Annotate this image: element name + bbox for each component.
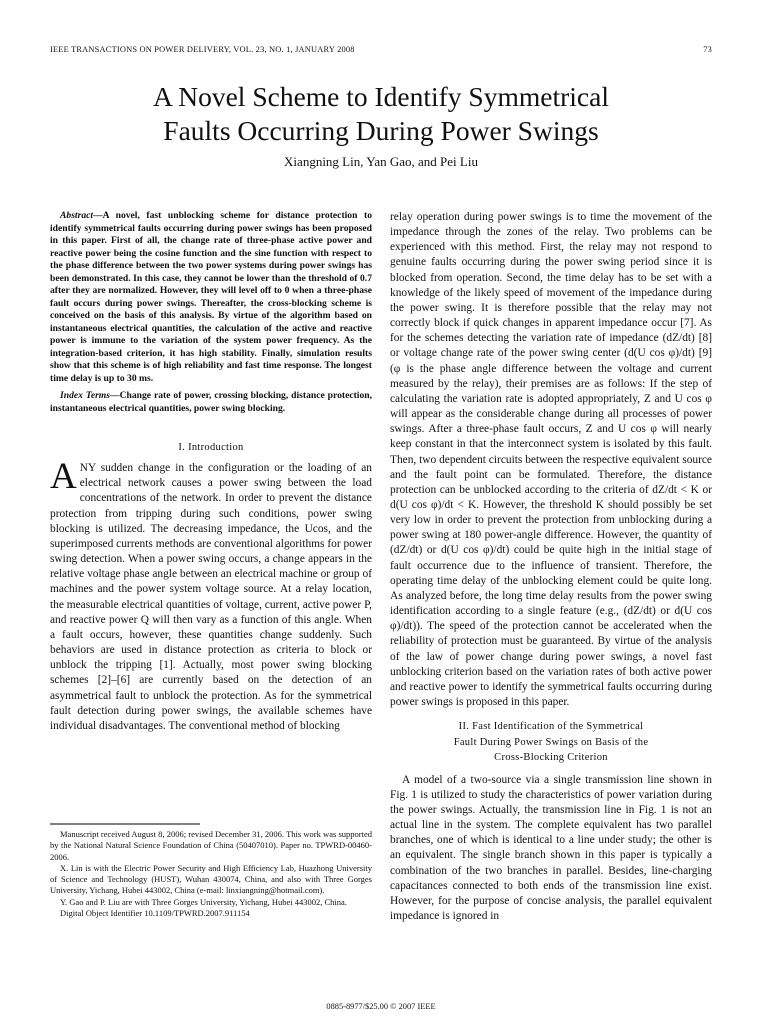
footnote-author-lin: X. Lin is with the Electric Power Security and High Efficiency Lab, Huazhong University of Science and Technology (HUST), Wuhan 430074, China, and also with Three Gorges University, Yichang, Hubei 443002, China (e-mail: linxiangning@hotmail.com). bbox=[50, 862, 372, 896]
left-column bbox=[50, 210, 372, 734]
section-2-line-1: II. Fast Identification of the Symmetrical bbox=[458, 721, 644, 733]
section-2-line-2: Fault During Power Swings on Basis of the bbox=[453, 736, 649, 748]
footnote-manuscript: Manuscript received August 8, 2006; revised December 31, 2006. This work was supported by the National Natural Science Foundation of China (50407010). Paper no. TPWRD-00460-2006. bbox=[50, 829, 372, 862]
footnote-rule bbox=[50, 823, 372, 825]
drop-cap: A bbox=[50, 456, 77, 498]
authors: Xiangning Lin, Yan Gao, and Pei Liu bbox=[284, 154, 478, 169]
journal-header: IEEE TRANSACTIONS ON POWER DELIVERY, VOL. 23, NO. 1, JANUARY 2008 bbox=[50, 45, 355, 54]
section-2-line-3: Cross-Blocking Criterion bbox=[494, 752, 608, 764]
paper-title bbox=[50, 80, 712, 148]
index-terms bbox=[50, 390, 372, 415]
title-line-1: A Novel Scheme to Identify Symmetrical bbox=[153, 81, 609, 112]
section-heading-2 bbox=[390, 719, 712, 766]
index-terms-text: —Change rate of power, crossing blocking, distance protection, instantaneous electrical quantities, power swing blocking. bbox=[50, 390, 372, 414]
running-header bbox=[50, 45, 712, 54]
introduction-text: NY sudden change in the configuration or the loading of an electrical network causes a power swing between the load concentrations of the network. In order to prevent the distance protection from tripping during such conditions, power swing blocking is utilized. The decreasing impedance, the Ucos, and the superimposed currents methods are conventional algorithms for power swing detection. When a power swing occurs, a change appears in the relative voltage phase angle between an electrical machine or group of machines and the power system voltage source. At a relay location, the measurable electrical quantities of voltage, current, active power P, and reactive power Q will then vary as a function of this angle. When a fault occurs, however, these quantities change suddenly. Such behaviors are used in distance protection as criteria to block or unblock the tripping [1]. Actually, most power swing blocking schemes [2]–[6] are currently based on the detection of an asymmetrical fault to unblock the protection. As for the symmetrical fault detection during power swings, the available schemes have individual disadvantages. The conventional method of blocking bbox=[50, 462, 372, 732]
footnote-doi: Digital Object Identifier 10.1109/TPWRD.2007.911154 bbox=[60, 908, 250, 919]
introduction-paragraph bbox=[50, 456, 372, 734]
right-column bbox=[390, 210, 712, 924]
title-line-2: Faults Occurring During Power Swings bbox=[163, 115, 599, 146]
section-heading-introduction: I. Introduction bbox=[178, 442, 244, 453]
footnotes bbox=[50, 829, 372, 919]
page-number: 73 bbox=[703, 45, 712, 54]
copyright-footer: 0885-8977/$25.00 © 2007 IEEE bbox=[326, 1002, 436, 1011]
abstract-text: —A novel, fast unblocking scheme for distance protection to identify symmetrical faults occurring during power swings has been proposed in this paper. First of all, the change rate of three-phase active power and reactive power being the cosine function and the sine function with respect to the phase difference between the two power systems during power swings has been demonstrated. In this case, they cannot be lower than the threshold of 0.7 after they are normalized. However, they will level off to 0 when a three-phase fault occurs during power swings. Thereafter, the cross-blocking scheme is conceived on the basis of this analysis. By virtue of the algorithm based on instantaneous electrical quantities, the calculation of the active and reactive power is immune to the variation of the system power frequency. As the integration-based criterion, it has high stability. Finally, simulation results show that this scheme is of high reliability and fast time response. The longest time delay is up to 30 ms. bbox=[50, 210, 372, 384]
abstract bbox=[50, 210, 372, 385]
index-terms-label: Index Terms bbox=[60, 390, 111, 401]
footnote-authors-gao-liu: Y. Gao and P. Liu are with Three Gorges University, Yichang, Hubei 443002, China. bbox=[60, 896, 347, 907]
right-paragraph-2: A model of a two-source via a single transmission line shown in Fig. 1 is utilized to study the characteristics of power variation during the power swings. Actually, the transmission line in Fig. 1 is not an actual line in the system. The complete equivalent has two parallel branches, one of which is identical to a line under study; the other is an equivalent. The single branch shown in this paper is typically a combination of the two branches in parallel. Besides, line-charging capacitances connected to both ends of the transmission line exist. However, for the purpose of concise analysis, the parallel equivalent impedance is ignored in bbox=[390, 773, 712, 923]
right-paragraph-1: relay operation during power swings is to time the movement of the impedance through the zones of the relay. Two problems can be experienced with this method. First, the relay may not respond to genuine faults occurring during the power swing period since it is blocked from operation. Second, the time delay has to be set with a knowledge of the likely speed of movement of the impedance during the power swing. It is therefore possible that the relay may not correctly block if quick changes in apparent impedance occur [7]. As for the schemes detecting the variation rate of impedance (dZ/dt) [8] or voltage change rate of the power swing center (d(U cos φ)/dt) [9] (φ is the phase angle difference between the voltage and current measured by the relay), their premises are as follows: If the step of calculating the variation rate is adopted appropriately, Z and U cos φ will appear as the considerable change during all processes of power swings. After a three-phase fault occurs, Z and U cos φ will nearly keep constant in that the interconnect system is isolated by this fault. Then, two dependent circuits between the respective equivalent source and the fault point can be formulated. Therefore, the distance protection can be unblocked according to the criteria of dZ/dt < K or d(U cos φ)/dt < K. However, the threshold K should possibly be set very low in order to prevent the protection from unblocking during a power swing at 180 power-angle difference. However, the quantity of (dZ/dt) or d(U cos φ)/dt) could be quite high in the initial stage of fault occurrence due to the influence of transient. Therefore, the operating time delay of the unblocking element could be quite long. As analyzed before, the long time delay results from the power swing identification according to a single feature (e.g., (dZ/dt) or d(U cos φ)/dt)). The speed of the protection cannot be accelerated when the reliability of protection must be guaranteed. By virtue of the analysis of the law of power change during power swings, a novel fast unblocking criterion based on the variation rates of both active power and reactive power to identify the symmetrical faults occurring during power swings is proposed in this paper. bbox=[390, 211, 712, 708]
abstract-label: Abstract bbox=[60, 210, 94, 221]
